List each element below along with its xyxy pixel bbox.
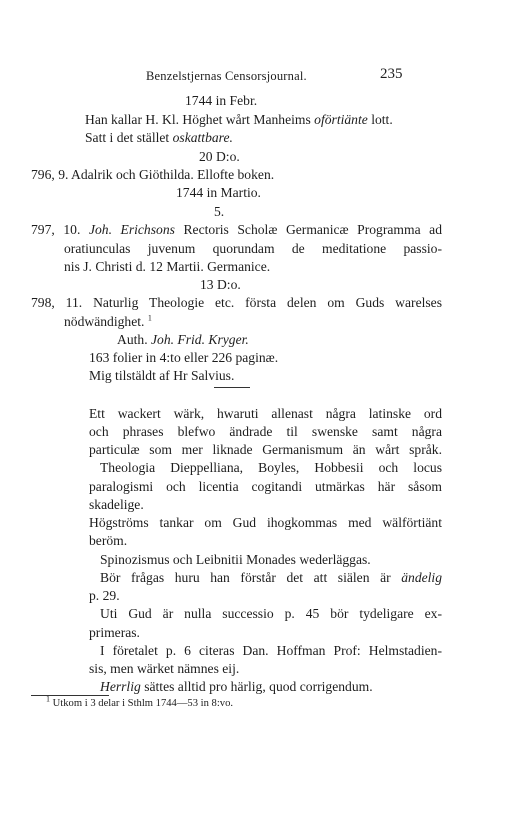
author-label: Auth. xyxy=(117,332,148,347)
review-p1-line2: och phrases blefwo ändrade til swenske samt några xyxy=(89,424,442,439)
review-p2-line2: paralogismi och licentia cogitandi utmärkas här såsom xyxy=(89,479,442,494)
section-divider xyxy=(214,387,250,388)
page-number: 235 xyxy=(380,66,403,82)
entry-number: 797, 10. xyxy=(31,222,81,237)
entry-text: Rectoris Scholæ Germanicæ Programma ad xyxy=(183,222,442,237)
entry-day: 5. xyxy=(214,204,225,219)
entry-797-line1 xyxy=(31,221,442,239)
review-text: Bör frågas huru han förstår det att siälen är xyxy=(100,570,391,585)
entry-day: 13 D:o. xyxy=(200,277,241,292)
entry-796: 796, 9. Adalrik och Giöthilda. Ellofte boken. xyxy=(31,167,275,182)
review-p2-line1: Theologia Dieppelliana, Boyles, Hobbesii och locus xyxy=(100,460,442,475)
review-italic: ändelig xyxy=(401,570,442,585)
entry-text: Han kallar H. Kl. Höghet wårt Manheims xyxy=(85,112,311,127)
review-p5-line2: p. 29. xyxy=(89,588,120,603)
entry-798-line2 xyxy=(64,313,152,331)
entry-text: lott. xyxy=(371,112,393,127)
review-p4-line1: Spinozismus och Leibnitii Monades wederläggas. xyxy=(100,552,371,567)
review-italic: Herrlig xyxy=(100,679,141,694)
review-p6-line2: primeras. xyxy=(89,625,140,640)
entry-798-author xyxy=(117,331,249,349)
entry-italic: oskattbare. xyxy=(172,130,233,145)
entry-798-line1: 798, 11. Naturlig Theologie etc. första delen om Guds warelses xyxy=(31,295,442,310)
entry-line xyxy=(85,111,393,129)
review-p1-line1: Ett wackert wärk, hwaruti allenast några latinske ord xyxy=(89,406,442,421)
review-p3-line1: Högströms tankar om Gud ihogkommas med wälförtiänt xyxy=(89,515,442,530)
footnote-reference: 1 xyxy=(147,313,152,323)
review-p8-line1 xyxy=(100,678,373,696)
entry-date-february: 1744 in Febr. xyxy=(185,93,258,108)
author-name: Joh. Frid. Kryger. xyxy=(151,332,249,347)
entry-date-march: 1744 in Martio. xyxy=(176,185,261,200)
review-p6-line1: Uti Gud är nulla successio p. 45 bör tydeligare ex- xyxy=(100,606,442,621)
review-text: sättes alltid pro härlig, quod corrigendum. xyxy=(144,679,373,694)
entry-797-line3: nis J. Christi d. 12 Martii. Germanice. xyxy=(64,259,271,274)
entry-author: Joh. Erichsons xyxy=(88,222,175,237)
entry-italic: oförtiänte xyxy=(314,112,368,127)
footnote-text: Utkom i 3 delar i Sthlm 1744—53 in 8:vo. xyxy=(52,698,234,709)
review-p7-line2: sis, men wärket nämnes eij. xyxy=(89,661,240,676)
entry-text: Satt i det stället xyxy=(85,130,170,145)
entry-797-line2: oratiunculas juvenum quorundam de meditatione passio- xyxy=(64,241,442,256)
entry-day: 20 D:o. xyxy=(199,149,240,164)
footnote-marker: 1 xyxy=(46,694,50,704)
review-p1-line3: particulæ som mer liknade Germanismum än wårt språk. xyxy=(89,442,442,457)
entry-text: nödwändighet. xyxy=(64,314,145,329)
review-p2-line3: skadelige. xyxy=(89,497,144,512)
running-title: Benzelstjernas Censorsjournal. xyxy=(146,69,307,83)
review-p3-line2: beröm. xyxy=(89,533,128,548)
entry-798-line4: 163 folier in 4:to eller 226 paginæ. xyxy=(89,350,279,365)
review-p5-line1 xyxy=(100,569,442,587)
footnote xyxy=(46,695,233,713)
entry-798-line5: Mig tilstäldt af Hr Salvius. xyxy=(89,368,235,383)
review-p7-line1: I företalet p. 6 citeras Dan. Hoffman Prof: Helmstadien- xyxy=(100,643,442,658)
entry-line xyxy=(85,129,233,147)
